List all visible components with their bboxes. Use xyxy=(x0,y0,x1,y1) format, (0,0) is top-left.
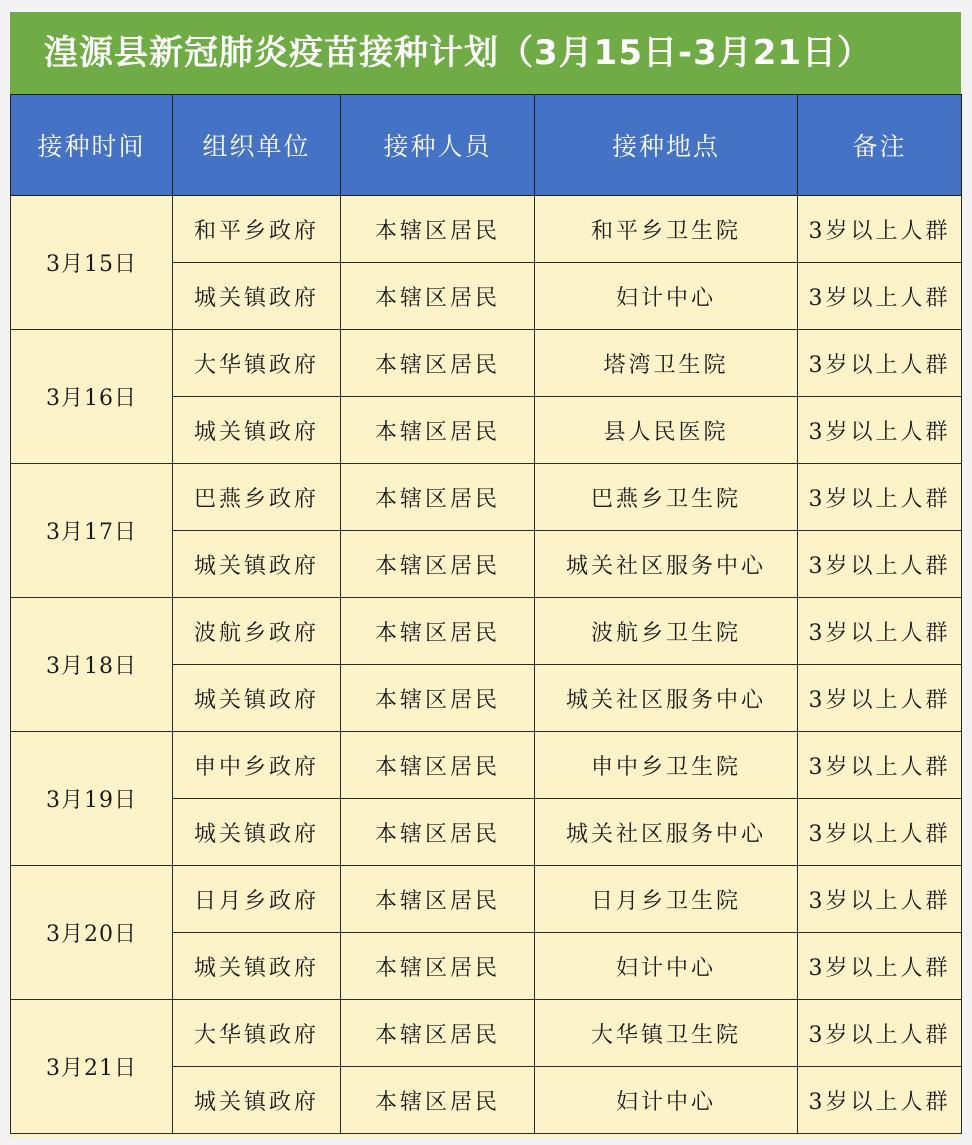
note-cell: 3岁以上人群 xyxy=(798,196,962,263)
note-cell: 3岁以上人群 xyxy=(798,531,962,598)
date-cell: 3月15日 xyxy=(11,196,173,330)
place-cell: 波航乡卫生院 xyxy=(535,598,798,665)
people-cell: 本辖区居民 xyxy=(341,330,535,397)
people-cell: 本辖区居民 xyxy=(341,196,535,263)
people-cell: 本辖区居民 xyxy=(341,263,535,330)
org-cell: 城关镇政府 xyxy=(173,397,341,464)
org-cell: 城关镇政府 xyxy=(173,263,341,330)
note-cell: 3岁以上人群 xyxy=(798,598,962,665)
org-cell: 波航乡政府 xyxy=(173,598,341,665)
note-cell: 3岁以上人群 xyxy=(798,263,962,330)
table-row xyxy=(11,866,962,933)
schedule-sheet xyxy=(10,12,961,1138)
date-cell: 3月20日 xyxy=(11,866,173,1000)
place-cell: 县人民医院 xyxy=(535,397,798,464)
place-cell: 和平乡卫生院 xyxy=(535,196,798,263)
note-cell: 3岁以上人群 xyxy=(798,732,962,799)
org-cell: 城关镇政府 xyxy=(173,1067,341,1134)
note-cell: 3岁以上人群 xyxy=(798,799,962,866)
header-note: 备注 xyxy=(798,95,962,196)
header-time: 接种时间 xyxy=(11,95,173,196)
table-row xyxy=(11,732,962,799)
date-cell: 3月16日 xyxy=(11,330,173,464)
header-people: 接种人员 xyxy=(341,95,535,196)
org-cell: 城关镇政府 xyxy=(173,933,341,1000)
note-cell: 3岁以上人群 xyxy=(798,397,962,464)
table-body xyxy=(11,196,962,1134)
page-title: 湟源县新冠肺炎疫苗接种计划（3月15日-3月21日） xyxy=(10,12,961,94)
note-cell: 3岁以上人群 xyxy=(798,933,962,1000)
place-cell: 城关社区服务中心 xyxy=(535,665,798,732)
place-cell: 妇计中心 xyxy=(535,933,798,1000)
place-cell: 大华镇卫生院 xyxy=(535,1000,798,1067)
note-cell: 3岁以上人群 xyxy=(798,1067,962,1134)
org-cell: 日月乡政府 xyxy=(173,866,341,933)
table-row xyxy=(11,464,962,531)
org-cell: 申中乡政府 xyxy=(173,732,341,799)
table-row xyxy=(11,1000,962,1067)
people-cell: 本辖区居民 xyxy=(341,732,535,799)
people-cell: 本辖区居民 xyxy=(341,799,535,866)
place-cell: 妇计中心 xyxy=(535,1067,798,1134)
place-cell: 妇计中心 xyxy=(535,263,798,330)
people-cell: 本辖区居民 xyxy=(341,866,535,933)
table-row xyxy=(11,330,962,397)
note-cell: 3岁以上人群 xyxy=(798,464,962,531)
header-place: 接种地点 xyxy=(535,95,798,196)
place-cell: 城关社区服务中心 xyxy=(535,799,798,866)
org-cell: 城关镇政府 xyxy=(173,531,341,598)
people-cell: 本辖区居民 xyxy=(341,933,535,1000)
place-cell: 塔湾卫生院 xyxy=(535,330,798,397)
people-cell: 本辖区居民 xyxy=(341,598,535,665)
note-cell: 3岁以上人群 xyxy=(798,665,962,732)
header-org: 组织单位 xyxy=(173,95,341,196)
people-cell: 本辖区居民 xyxy=(341,1000,535,1067)
date-cell: 3月21日 xyxy=(11,1000,173,1134)
org-cell: 城关镇政府 xyxy=(173,799,341,866)
org-cell: 城关镇政府 xyxy=(173,665,341,732)
note-cell: 3岁以上人群 xyxy=(798,1000,962,1067)
table-row xyxy=(11,196,962,263)
people-cell: 本辖区居民 xyxy=(341,397,535,464)
note-cell: 3岁以上人群 xyxy=(798,866,962,933)
org-cell: 大华镇政府 xyxy=(173,1000,341,1067)
table-row xyxy=(11,598,962,665)
date-cell: 3月18日 xyxy=(11,598,173,732)
org-cell: 和平乡政府 xyxy=(173,196,341,263)
date-cell: 3月17日 xyxy=(11,464,173,598)
people-cell: 本辖区居民 xyxy=(341,665,535,732)
place-cell: 城关社区服务中心 xyxy=(535,531,798,598)
place-cell: 日月乡卫生院 xyxy=(535,866,798,933)
people-cell: 本辖区居民 xyxy=(341,464,535,531)
place-cell: 申中乡卫生院 xyxy=(535,732,798,799)
header-row xyxy=(11,95,962,196)
schedule-table xyxy=(10,94,962,1134)
org-cell: 巴燕乡政府 xyxy=(173,464,341,531)
people-cell: 本辖区居民 xyxy=(341,1067,535,1134)
people-cell: 本辖区居民 xyxy=(341,531,535,598)
place-cell: 巴燕乡卫生院 xyxy=(535,464,798,531)
date-cell: 3月19日 xyxy=(11,732,173,866)
note-cell: 3岁以上人群 xyxy=(798,330,962,397)
org-cell: 大华镇政府 xyxy=(173,330,341,397)
